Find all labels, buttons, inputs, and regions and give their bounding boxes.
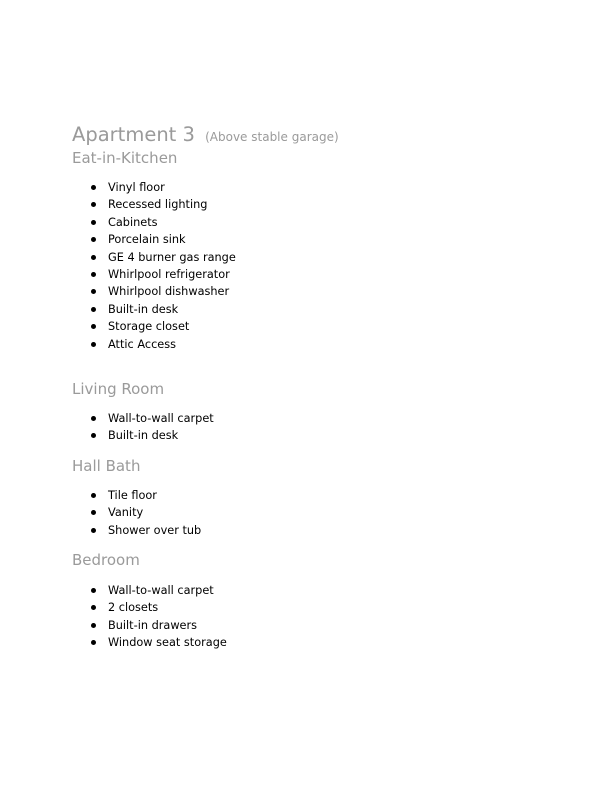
list-item: Window seat storage <box>86 634 227 651</box>
section-heading-kitchen: Eat-in-Kitchen <box>72 149 178 167</box>
list-item: Vanity <box>86 504 201 521</box>
list-item: Tile floor <box>86 487 201 504</box>
list-item: Cabinets <box>86 214 236 231</box>
page-title-main: Apartment 3 <box>72 123 195 146</box>
living-room-feature-list <box>86 410 214 445</box>
list-item: Built-in drawers <box>86 617 227 634</box>
list-item: Wall-to-wall carpet <box>86 582 227 599</box>
list-item: Porcelain sink <box>86 231 236 248</box>
kitchen-feature-list <box>86 179 236 353</box>
list-item: Whirlpool dishwasher <box>86 283 236 300</box>
hall-bath-feature-list <box>86 487 201 539</box>
list-item: Attic Access <box>86 336 236 353</box>
list-item: Shower over tub <box>86 522 201 539</box>
list-item: Storage closet <box>86 318 236 335</box>
page-subtitle: (Above stable garage) <box>205 130 339 144</box>
page-title <box>72 111 339 149</box>
list-item: Vinyl floor <box>86 179 236 196</box>
section-heading-bedroom: Bedroom <box>72 551 140 569</box>
section-heading-living-room: Living Room <box>72 380 165 398</box>
list-item: Wall-to-wall carpet <box>86 410 214 427</box>
list-item: Whirlpool refrigerator <box>86 266 236 283</box>
section-heading-hall-bath: Hall Bath <box>72 457 141 475</box>
list-item: Built-in desk <box>86 427 214 444</box>
list-item: Recessed lighting <box>86 196 236 213</box>
list-item: 2 closets <box>86 599 227 616</box>
list-item: Built-in desk <box>86 301 236 318</box>
bedroom-feature-list <box>86 582 227 652</box>
list-item: GE 4 burner gas range <box>86 249 236 266</box>
